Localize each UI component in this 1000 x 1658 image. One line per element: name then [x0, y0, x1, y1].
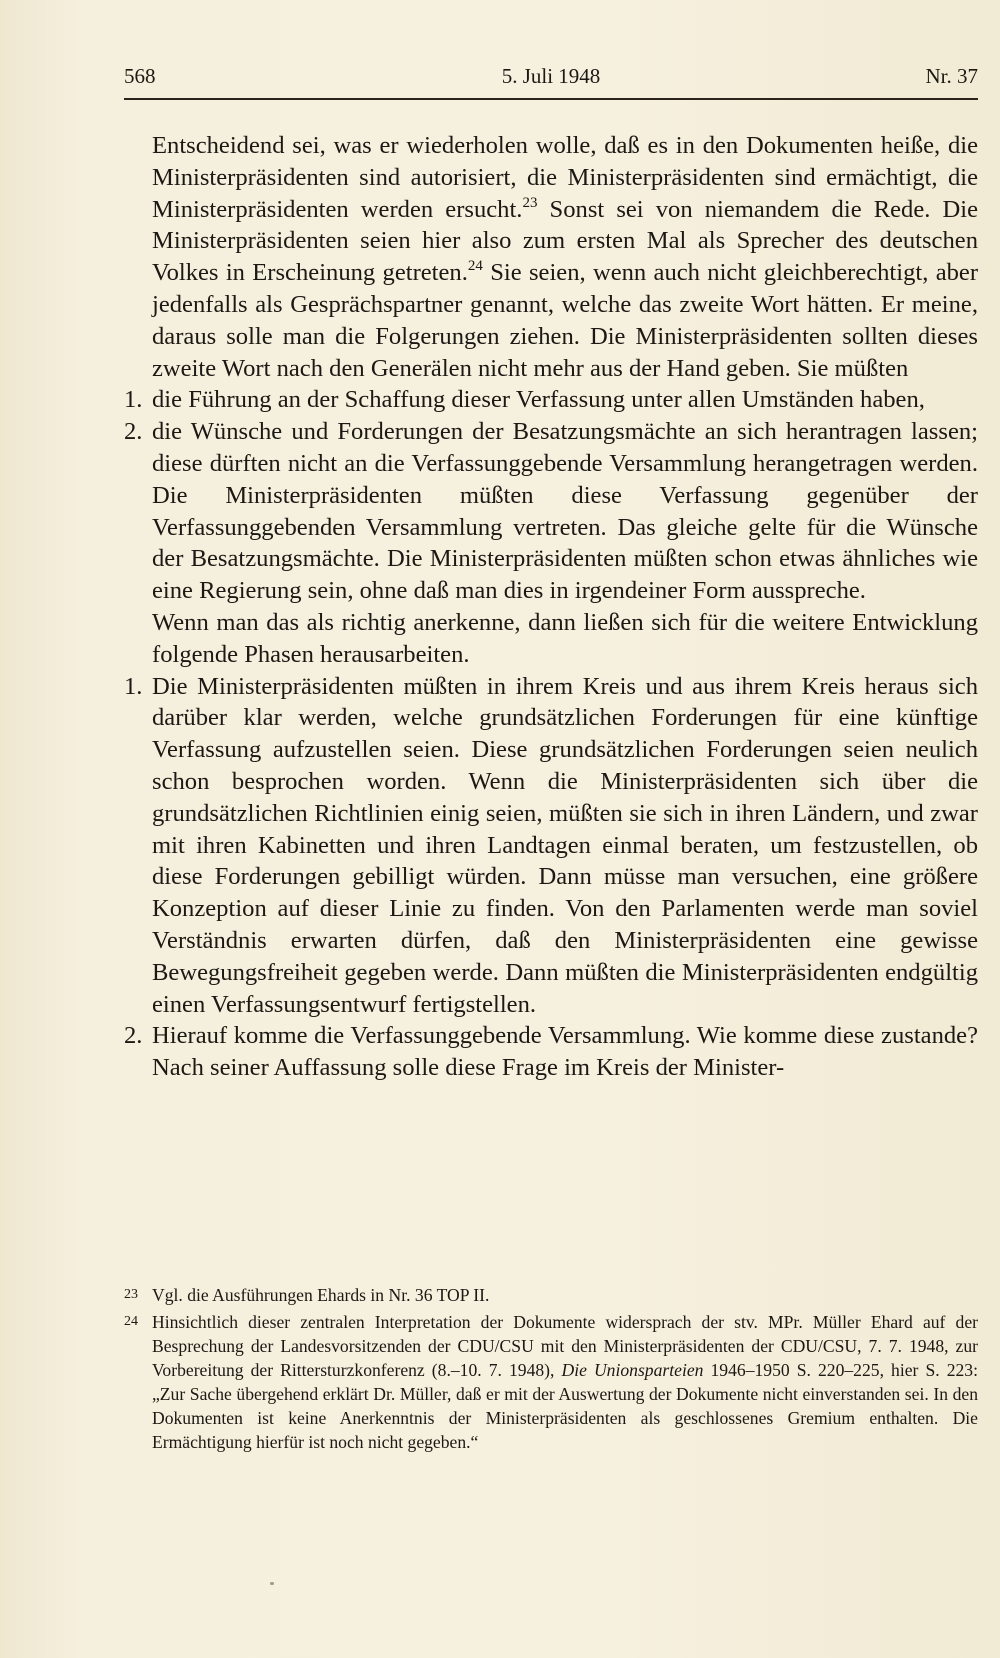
footnote-ref-23[interactable]: 23 — [522, 194, 538, 211]
intro-text-1: Entscheidend sei, was er wiederholen wolle, daß es in den Dokumenten heiße, die Ministerpräsidenten sind autorisiert, die Ministerpräsidenten sind ermächtigt, die Ministerpräsidenten werden ersucht. — [152, 132, 978, 223]
list-number: 2. — [124, 1022, 143, 1050]
list-text: die Führung an der Schaffung dieser Verfassung unter allen Umständen haben, — [152, 386, 925, 414]
paper-speck — [270, 1582, 274, 1585]
list-item — [124, 671, 978, 1021]
page-number: 568 — [124, 64, 156, 88]
header-date: 5. Juli 1948 — [501, 64, 601, 88]
footnotes — [124, 1283, 978, 1457]
footnote-23 — [124, 1283, 978, 1307]
footnote-text-1: Hinsichtlich dieser zentralen Interpretation der Dokumente widersprach der stv. MPr. Müller Ehard auf der Besprechung der Landesvorsitzenden der CDU/CSU mit den Ministerpräsidenten der CDU/CSU, 7. 7. 1948, zur Vorbereitung der Rittersturzkonferenz (8.–10. 7. 1948), — [152, 1312, 978, 1380]
list-item — [124, 1020, 978, 1084]
intro-paragraph — [124, 130, 978, 384]
footnote-number: 24 — [124, 1314, 138, 1329]
main-text — [124, 130, 978, 1084]
footnote-italic-title: Die Unionsparteien — [561, 1360, 704, 1380]
footnote-24 — [124, 1310, 978, 1454]
list-text: Die Ministerpräsidenten müßten in ihrem Kreis und aus ihrem Kreis heraus sich darüber klar werden, welche grundsätzlichen Forderungen für eine künftige Verfassung aufzustellen seien. Diese grundsätzlichen Forderungen seien neulich schon besprochen worden. Wenn die Ministerpräsidenten sich über die grundsätzlichen Richtlinien einig seien, müßten sie sich in ihren Ländern, und zwar mit ihren Kabinetten und ihren Landtagen einmal beraten, um festzustellen, ob diese Forderungen gebilligt würden. Dann müsse man versuchen, eine größere Konzeption auf dieser Linie zu finden. Von den Parlamenten werde man soviel Verständnis erwarten dürfen, daß den Ministerpräsidenten eine gewisse Bewegungsfreiheit gegeben werde. Dann müßten die Ministerpräsidenten endgültig einen Verfassungsentwurf fertigstellen. — [152, 672, 978, 1018]
list-item — [124, 416, 978, 607]
list-item — [124, 384, 978, 416]
running-header — [124, 64, 978, 94]
list-number: 2. — [124, 418, 143, 446]
document-number: Nr. 37 — [925, 64, 978, 88]
intro-text-3: Sie seien, wenn auch nicht gleichberechtigt, aber jedenfalls als Gesprächspartner genannt, welche das zweite Wort hätten. Er meine, daraus solle man die Folgerungen ziehen. Die Ministerpräsidenten sollten dieses zweite Wort nach den Generälen nicht mehr aus der Hand geben. Sie müßten — [152, 259, 979, 382]
footnote-text-2: 1946–1950 S. 220–225, hier S. 223: „Zur Sache übergehend erklärt Dr. Müller, daß er mit der Auswertung der Dokumente nicht einverstanden sei. In den Dokumenten ist keine Anerkenntnis der Ministerpräsidenten als geschlossenes Gremium enthalten. Die Ermächtigung hierfür ist noch nicht gegeben.“ — [152, 1360, 978, 1452]
footnote-text: Vgl. die Ausführungen Ehards in Nr. 36 TOP II. — [152, 1285, 490, 1305]
list-number: 1. — [124, 672, 143, 700]
intro-text-2: Sonst sei von niemandem die Rede. Die Ministerpräsidenten seien hier also zum ersten Mal als Sprecher des deutschen Volkes in Erscheinung getreten. — [152, 195, 978, 287]
footnote-number: 23 — [124, 1287, 138, 1302]
list-number: 1. — [124, 386, 143, 414]
phases-paragraph: Wenn man das als richtig anerkenne, dann ließen sich für die weitere Entwicklung folgende Phasen herausarbeiten. — [152, 608, 978, 668]
header-rule — [124, 98, 978, 100]
footnote-ref-24[interactable]: 24 — [467, 258, 483, 275]
list-text: Hierauf komme die Verfassunggebende Versammlung. Wie komme diese zustande? Nach seiner Auffassung solle diese Frage im Kreis der Minister- — [152, 1022, 978, 1082]
list-text: die Wünsche und Forderungen der Besatzungsmächte an sich herantragen lassen; diese dürften nicht an die Verfassunggebende Versammlung herangetragen werden. Die Ministerpräsidenten müßten diese Verfassung gegenüber der Verfassunggebenden Versammlung vertreten. Das gleiche gelte für die Wünsche der Besatzungsmächte. Die Ministerpräsidenten müßten schon etwas ähnliches wie eine Regierung sein, ohne daß man dies in irgendeiner Form ausspreche. — [152, 418, 978, 605]
